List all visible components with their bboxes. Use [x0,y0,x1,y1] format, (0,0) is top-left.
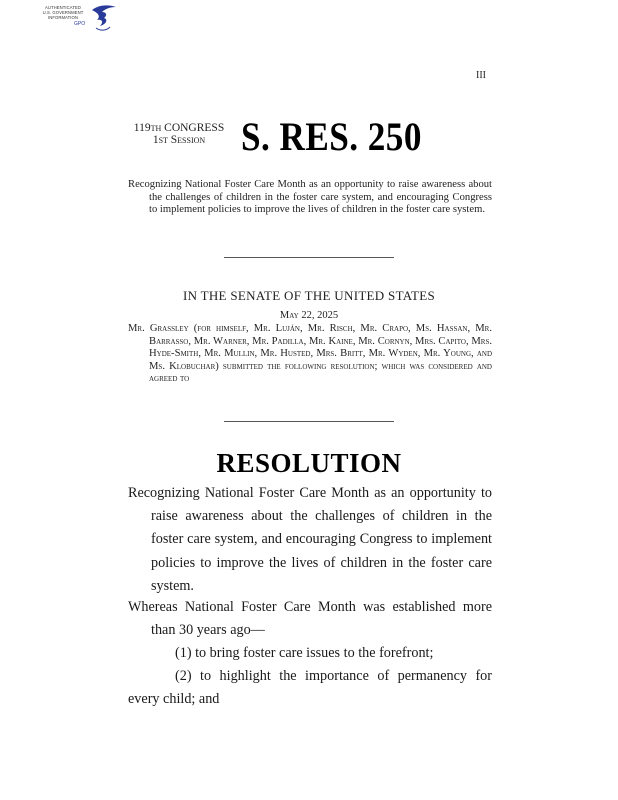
chamber-heading: IN THE SENATE OF THE UNITED STATES [182,288,436,303]
eagle-icon [88,4,118,36]
seal-text [30,6,96,20]
seal-line: U.S. GOVERNMENT [42,9,84,15]
bill-number: S. RES. 250 [241,114,422,159]
seal-line: INFORMATION [47,14,79,20]
seal-line: AUTHENTICATED [44,5,82,10]
sponsors-text [128,323,492,386]
page-number: III [476,70,486,81]
summary-text: Recognizing National Foster Care Month as an opportunity to raise awareness about the challenges of children in the foster care system, and encouraging Congress to implement policies to improve the lives of children in the foster care system. [128,179,492,216]
whereas-subclause: (1) to bring foster care issues to the forefront; [175,645,434,661]
whereas-subclause: (2) to highlight the importance of permanency for every child; and [128,668,492,708]
sponsors-paragraph [128,323,492,386]
cosponsors-text: (for himself, Mr. Luján, Mr. Risch, Mr. Crapo, Ms. Hassan, Mr. Barrasso, Mr. Warner, Mr. Padilla, Mr. Kaine, Mr. Cornyn, Mrs. Capito, Mrs. Hyde-Smith, Mr. Mullin, Mr. Husted, Mrs. Britt, Mr. Wyden, Mr. Young, and Ms. Klobuchar) submitted the following resolution; which was considered and agreed to [149,323,493,385]
whereas-clause: Whereas National Foster Care Month was established more than 30 years ago— [128,599,492,639]
congress-session-block [124,122,234,146]
divider [224,257,394,258]
lead-sponsor: Mr. Grassley [128,323,189,334]
divider [224,421,394,422]
resolution-heading: RESOLUTION [216,448,402,478]
bill-summary [128,179,492,217]
submission-date: May 22, 2025 [279,310,339,321]
seal-gpo-label: GPO [74,21,86,27]
resolution-title: Recognizing National Foster Care Month as an opportunity to raise awareness about the challenges of children in the foster care system, and encouraging Congress to implement policies to improve the lives of children in the foster care system. [128,485,492,594]
gpo-authentication-seal [30,4,125,38]
congress-label: 119th CONGRESS [133,122,225,134]
session-label: 1st Session [152,134,206,146]
